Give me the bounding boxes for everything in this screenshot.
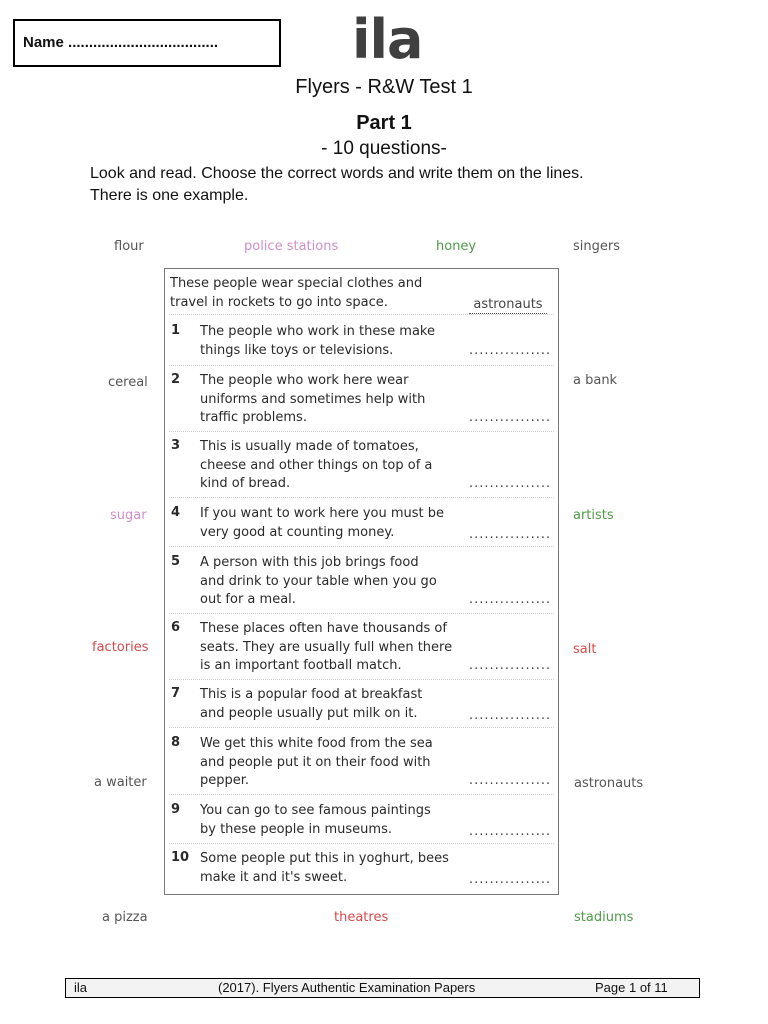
question-number: 1 — [171, 323, 181, 338]
question-line: Some people put this in yoghurt, bees — [200, 851, 449, 866]
question-line: seats. They are usually full when there — [200, 639, 453, 655]
question-text — [200, 620, 470, 676]
divider — [169, 497, 554, 498]
word-factories: factories — [92, 640, 149, 655]
answer-line[interactable]: ................ — [469, 476, 552, 491]
question-line: uniforms and sometimes help with — [200, 391, 426, 407]
word-theatres: theatres — [334, 910, 389, 925]
page-number: Page 1 of 11 — [595, 980, 668, 995]
word-flour: flour — [114, 239, 144, 254]
divider — [169, 727, 554, 728]
answer-line[interactable]: ................ — [469, 872, 552, 887]
divider — [169, 679, 554, 680]
question-line: If you want to work here you must be — [200, 506, 445, 521]
answer-line[interactable]: ................ — [469, 592, 552, 607]
question-line: and people put it on their food with — [200, 754, 431, 770]
answer-line[interactable]: ................ — [469, 773, 552, 788]
word-a-waiter: a waiter — [94, 775, 147, 790]
word-sugar: sugar — [110, 508, 147, 523]
name-field[interactable]: Name .................................... — [13, 19, 281, 67]
ila-logo: ila — [352, 8, 423, 71]
question-number: 8 — [171, 735, 181, 750]
question-line: kind of bread. — [200, 476, 291, 491]
test-title: Flyers - R&W Test 1 — [295, 76, 473, 98]
question-number: 7 — [171, 686, 181, 701]
question-line: These people wear special clothes and — [170, 276, 423, 291]
question-line: out for a meal. — [200, 592, 296, 607]
question-line: These places often have thousands of — [200, 621, 447, 636]
question-text — [170, 275, 470, 312]
question-line: by these people in museums. — [200, 821, 392, 837]
question-line: travel in rockets to go into space. — [170, 294, 388, 310]
question-number: 5 — [171, 554, 181, 569]
question-line: make it and it's sweet. — [200, 869, 348, 885]
divider — [169, 314, 554, 315]
question-number: 6 — [171, 620, 181, 635]
question-line: pepper. — [200, 773, 250, 788]
question-line: and people usually put milk on it. — [200, 705, 418, 721]
question-line: is an important football match. — [200, 658, 402, 673]
word-a-bank: a bank — [573, 373, 618, 388]
question-line: The people who work in these make — [200, 324, 435, 339]
question-text — [200, 554, 470, 610]
question-line: and drink to your table when you go — [200, 573, 437, 589]
answer-line[interactable]: ................ — [469, 410, 552, 425]
instruction-line-1: Look and read. Choose the correct words and write them on the lines. — [90, 165, 584, 182]
question-text — [200, 735, 470, 791]
word-salt: salt — [573, 642, 597, 657]
question-number: 3 — [171, 438, 181, 453]
question-text — [200, 438, 470, 494]
question-text — [200, 802, 470, 839]
question-text — [200, 686, 470, 723]
footer-left: ila — [74, 980, 88, 995]
question-line: The people who work here wear — [200, 373, 409, 388]
question-line: This is a popular food at breakfast — [200, 687, 423, 702]
divider — [169, 613, 554, 614]
word-a-pizza: a pizza — [102, 910, 148, 925]
question-text — [200, 850, 470, 887]
divider — [169, 546, 554, 547]
question-number: 2 — [171, 372, 181, 387]
word-stadiums: stadiums — [574, 910, 634, 925]
question-line: This is usually made of tomatoes, — [200, 439, 419, 454]
word-artists: artists — [573, 508, 614, 523]
question-number: 10 — [171, 850, 190, 865]
question-number: 4 — [171, 505, 181, 520]
answer-line[interactable]: ................ — [469, 658, 552, 673]
instruction-line-2: There is one example. — [90, 187, 249, 204]
footer-citation: (2017). Flyers Authentic Examination Papers — [218, 980, 476, 995]
word-singers: singers — [573, 239, 620, 254]
answer-line[interactable]: ................ — [469, 824, 552, 839]
part-heading: Part 1 — [356, 112, 412, 134]
question-line: things like toys or televisions. — [200, 342, 394, 358]
question-line: very good at counting money. — [200, 524, 395, 540]
divider — [169, 794, 554, 795]
question-line: cheese and other things on top of a — [200, 457, 433, 473]
divider — [169, 843, 554, 844]
question-line: A person with this job brings food — [200, 555, 419, 570]
question-number: 9 — [171, 802, 181, 817]
questions-box — [164, 268, 559, 895]
word-astronauts: astronauts — [574, 776, 644, 791]
answer-line[interactable]: ................ — [469, 708, 552, 723]
question-line: traffic problems. — [200, 410, 307, 425]
question-line: You can go to see famous paintings — [200, 803, 431, 818]
word-cereal: cereal — [108, 375, 148, 390]
answer-line[interactable]: ................ — [469, 527, 552, 542]
divider — [169, 365, 554, 366]
question-text — [200, 372, 470, 428]
question-text — [200, 505, 470, 542]
example-answer: astronauts — [469, 297, 547, 314]
page-footer — [65, 978, 700, 998]
divider — [169, 431, 554, 432]
question-text — [200, 323, 470, 360]
instructions — [90, 163, 690, 207]
question-line: We get this white food from the sea — [200, 736, 433, 751]
word-honey: honey — [436, 239, 477, 254]
answer-line[interactable]: ................ — [469, 343, 552, 358]
word-police-stations: police stations — [244, 239, 339, 254]
question-count: - 10 questions- — [321, 138, 447, 159]
